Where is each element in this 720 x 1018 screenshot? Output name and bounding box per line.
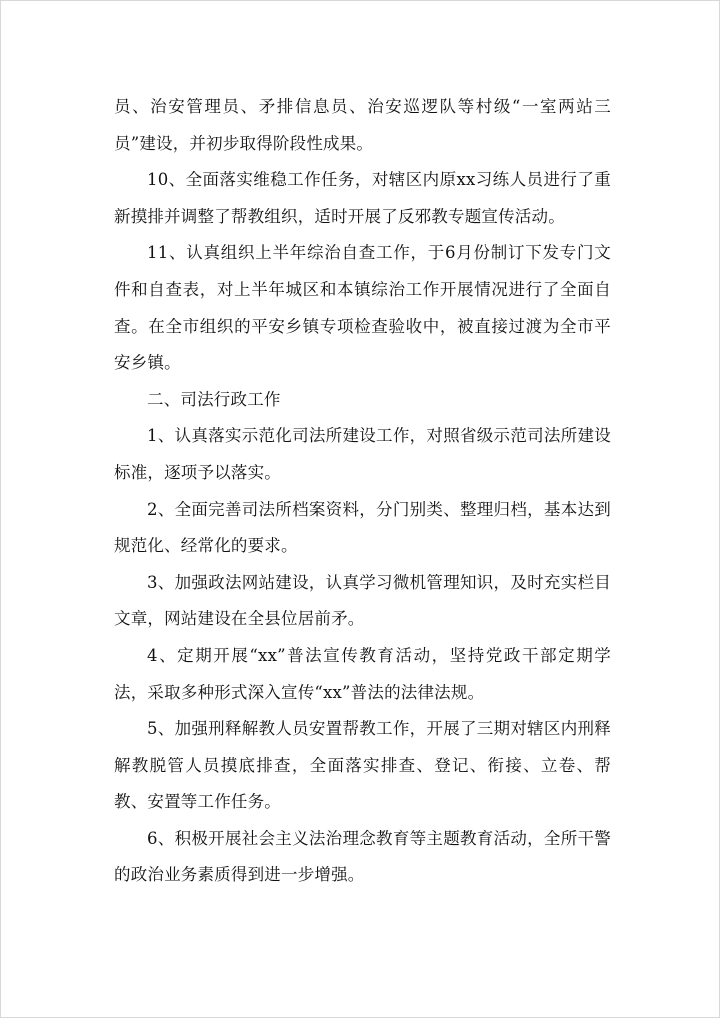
paragraph-item-6: 6、积极开展社会主义法治理念教育等主题教育活动，全所干警的政治业务素质得到进一步增强。 <box>114 828 611 885</box>
paragraph-item-1: 1、认真落实示范化司法所建设工作，对照省级示范司法所建设标准，逐项予以落实。 <box>114 426 611 482</box>
paragraph-item-2: 2、全面完善司法所档案资料，分门别类、整理归档，基本达到规范化、经常化的要求。 <box>114 499 611 556</box>
paragraph-item-10: 10、全面落实维稳工作任务，对辖区内原xx习练人员进行了重新摸排并调整了帮教组织，适时开展了反邪教专题宣传活动。 <box>114 170 611 226</box>
paragraph-item-4: 4、定期开展“xx”普法宣传教育活动，坚持党政干部定期学法，采取多种形式深入宣传“xx”普法的法律法规。 <box>114 645 611 702</box>
paragraph-item-3: 3、加强政法网站建设，认真学习微机管理知识，及时充实栏目文章，网站建设在全县位居前矛。 <box>114 572 611 629</box>
document-body <box>114 89 611 894</box>
section-heading-judicial-administration: 二、司法行政工作 <box>147 389 281 409</box>
paragraph-item-11: 11、认真组织上半年综治自查工作，于6月份制订下发专门文件和自查表，对上半年城区和本镇综治工作开展情况进行了全面自查。在全市组织的平安乡镇专项检查验收中，被直接过渡为全市平安乡镇。 <box>114 243 611 373</box>
paragraph-continuation: 员、治安管理员、矛排信息员、治安巡逻队等村级“一室两站三员”建设，并初步取得阶段性成果。 <box>114 97 611 153</box>
paragraph-item-5: 5、加强刑释解教人员安置帮教工作，开展了三期对辖区内刑释解教脱管人员摸底排查，全面落实排查、登记、衔接、立卷、帮教、安置等工作任务。 <box>114 719 611 812</box>
